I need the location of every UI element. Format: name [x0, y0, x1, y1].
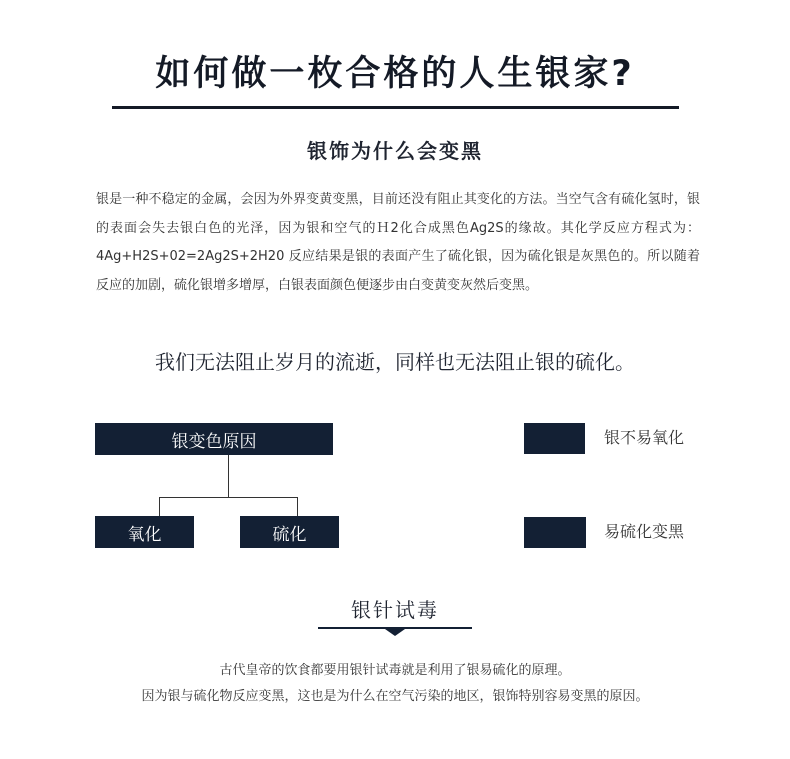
- diagram-child-label: 硫化: [272, 524, 307, 545]
- diagram-root-label: 银变色原因: [171, 431, 257, 452]
- diagram-child-sulfidation: [240, 516, 339, 548]
- underline-pointer: [385, 629, 405, 636]
- diagram-connector-vertical: [228, 455, 229, 497]
- legend-label-oxidation: 银不易氧化: [604, 428, 685, 447]
- section-heading-tarnish: 银饰为什么会变黑: [307, 139, 483, 163]
- title-underline: [112, 106, 679, 109]
- diagram-child-oxidation: [95, 516, 194, 548]
- legend-swatch-oxidation: [524, 423, 585, 454]
- page-title: 如何做一枚合格的人生银家?: [155, 54, 635, 94]
- section-heading-silver-needle: 银针试毒: [351, 598, 439, 622]
- tarnish-explanation-paragraph: 银是一种不稳定的金属，会因为外界变黄变黑，目前还没有阻止其变化的方法。当空气含有硫化氢时，银的表面会失去银白色的光泽，因为银和空气的Ｈ2化合成黑色Ag2S的缘故。其化学反应方程式为：4Ag+H2S+02=2Ag2S+2H20 反应结果是银的表面产生了硫化银，因为硫化银是灰黑色的。所以随着反应的加剧，硫化银增多增厚，白银表面颜色便逐步由白变黄变灰然后变黑。: [96, 192, 700, 293]
- diagram-root-box: [95, 423, 333, 455]
- legend-swatch-sulfidation: [524, 517, 586, 548]
- silver-needle-line-2: 因为银与硫化物反应变黑，这也是为什么在空气污染的地区，银饰特别容易变黑的原因。: [141, 689, 649, 704]
- diagram-connector-left: [159, 497, 160, 516]
- legend-label-sulfidation: 易硫化变黑: [604, 522, 685, 541]
- silver-needle-line-1: 古代皇帝的饮食都要用银针试毒就是利用了银易硫化的原理。: [219, 663, 571, 678]
- diagram-connector-horizontal: [159, 497, 298, 498]
- diagram-connector-right: [297, 497, 298, 516]
- diagram-child-label: 氧化: [127, 524, 162, 545]
- quote-line: 我们无法阻止岁月的流逝，同样也无法阻止银的硫化。: [155, 350, 635, 374]
